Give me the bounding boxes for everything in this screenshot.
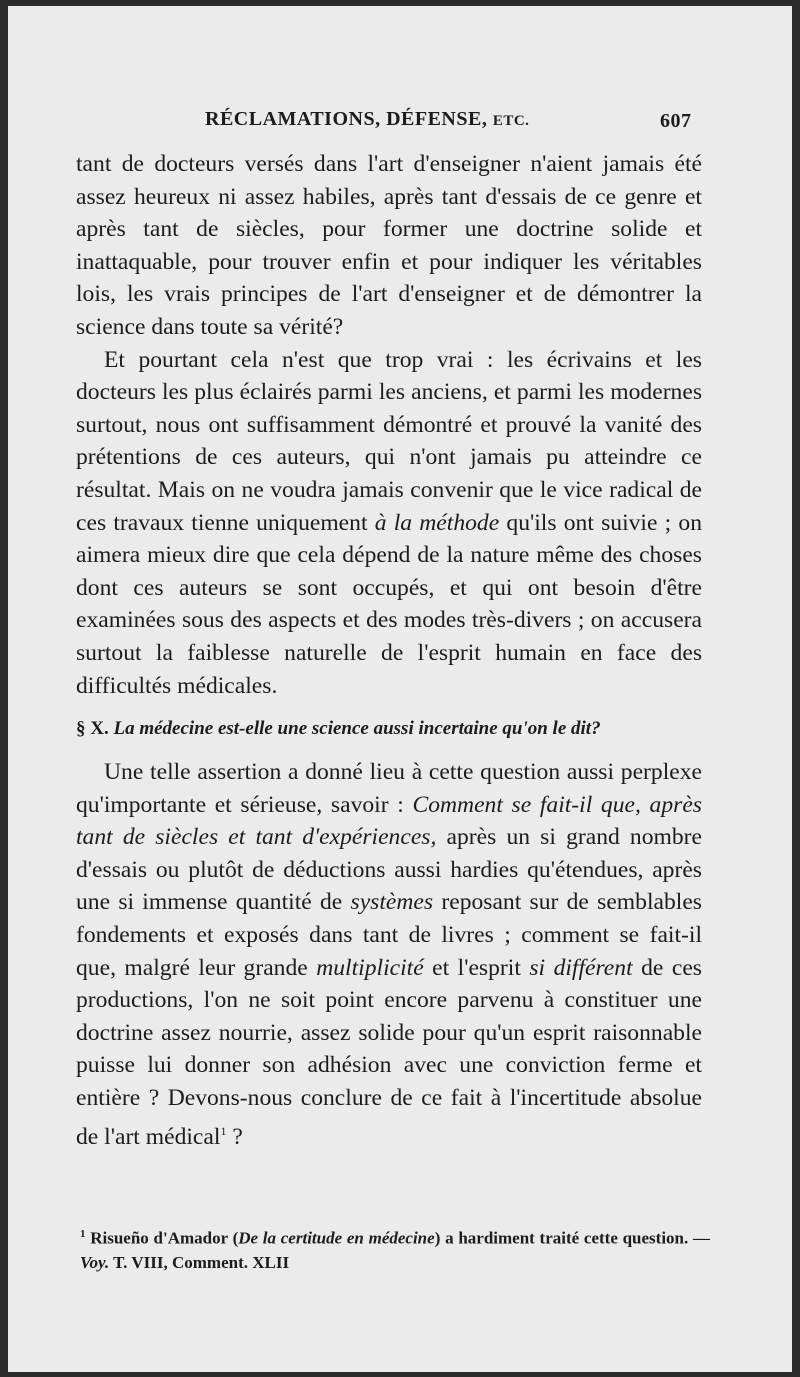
section-heading bbox=[76, 716, 702, 742]
paragraph-3 bbox=[76, 756, 702, 1153]
paragraph-3-text-a: Une telle assertion a donné lieu à cette question aussi perplexe qu'importante et sérieuse, savoir : bbox=[76, 759, 702, 818]
running-title-text: RÉCLAMATIONS, DÉFENSE, bbox=[205, 108, 488, 130]
footnote-text-a: Risueño d'Amador ( bbox=[90, 1228, 239, 1248]
footnote-reference: 1 bbox=[220, 1123, 227, 1138]
page-number: 607 bbox=[660, 110, 692, 132]
footnote-text-b: ) a hardiment traité cette question. — bbox=[434, 1228, 710, 1248]
paragraph-2-emphasis: à la méthode bbox=[374, 509, 500, 536]
paragraph-3-text-c: reposant sur de semblables fondements et exposés dans tant de livres ; comment se fait-il que, malgré leur grande bbox=[76, 889, 702, 981]
footnote-emphasis-a: De la certitude en médecine bbox=[238, 1228, 435, 1248]
footnote-text-c: T. VIII, Comment. XLII bbox=[113, 1252, 290, 1272]
section-title: La médecine est-elle une science aussi incertaine qu'on le dit? bbox=[113, 718, 601, 740]
book-page bbox=[8, 6, 792, 1372]
running-title bbox=[205, 108, 529, 131]
page-header bbox=[8, 102, 792, 138]
paragraph-3-text-b: après un si grand nombre d'essais ou plutôt de déductions aussi hardies qu'étendues, après une si immense quantité de bbox=[76, 824, 702, 916]
paragraph-3-text-e: de ces productions, l'on ne soit point encore parvenu à constituer une doctrine assez nourrie, assez solide pour qu'un esprit raisonnable puisse lui donner son adhésion avec une conviction ferme et entière ? Devons-nous conclure de ce fait à l'incertitude absolue de l'art médical bbox=[76, 954, 702, 1150]
paragraph-2-text-a: Et pourtant cela n'est que trop vrai : les écrivains et les docteurs les plus éclairés parmi les anciens, et parmi les modernes surtout, nous ont suffisamment démontré et prouvé la vanité des prétentions de ces auteurs, qui n'ont jamais pu atteindre ce résultat. Mais on ne voudra jamais convenir que le vice radical de ces travaux tienne uniquement bbox=[76, 346, 702, 536]
paragraph-2 bbox=[76, 344, 702, 703]
paragraph-2-text-b: qu'ils ont suivie ; on aimera mieux dire que cela dépend de la nature même des choses dont ces auteurs se sont occupés, et qui ont besoin d'être examinées sous des aspects et des modes très-divers ; on accusera surtout la faiblesse naturelle de l'esprit humain en face des difficultés médicales. bbox=[76, 509, 702, 699]
paragraph-3-emphasis-d: si différent bbox=[529, 954, 633, 981]
paragraph-3-emphasis-a: Comment se fait-il que, après tant de siècles et tant d'expériences, bbox=[76, 791, 702, 851]
running-title-suffix: ETC. bbox=[492, 113, 530, 129]
paragraph-continued bbox=[76, 148, 702, 344]
footnote bbox=[80, 1222, 710, 1275]
paragraph-3-emphasis-b: systèmes bbox=[350, 889, 434, 916]
paragraph-3-end: ? bbox=[226, 1123, 243, 1150]
page-body bbox=[76, 148, 702, 1153]
paragraph-3-emphasis-c: multiplicité bbox=[316, 954, 424, 981]
section-mark: § X. bbox=[76, 718, 109, 740]
paragraph-1-text: tant de docteurs versés dans l'art d'enseigner n'aient jamais été assez heureux ni assez habiles, après tant d'essais de ce genre et après tant de siècles, pour former une doctrine solide et inattaquable, pour trouver enfin et pour indiquer les véritables lois, les vrais principes de l'art d'enseigner et de démontrer la science dans toute sa vérité? bbox=[76, 151, 702, 340]
paragraph-3-text-d: et l'esprit bbox=[432, 954, 521, 981]
footnote-emphasis-b: Voy. bbox=[80, 1252, 110, 1272]
footnote-marker: 1 bbox=[80, 1228, 86, 1240]
